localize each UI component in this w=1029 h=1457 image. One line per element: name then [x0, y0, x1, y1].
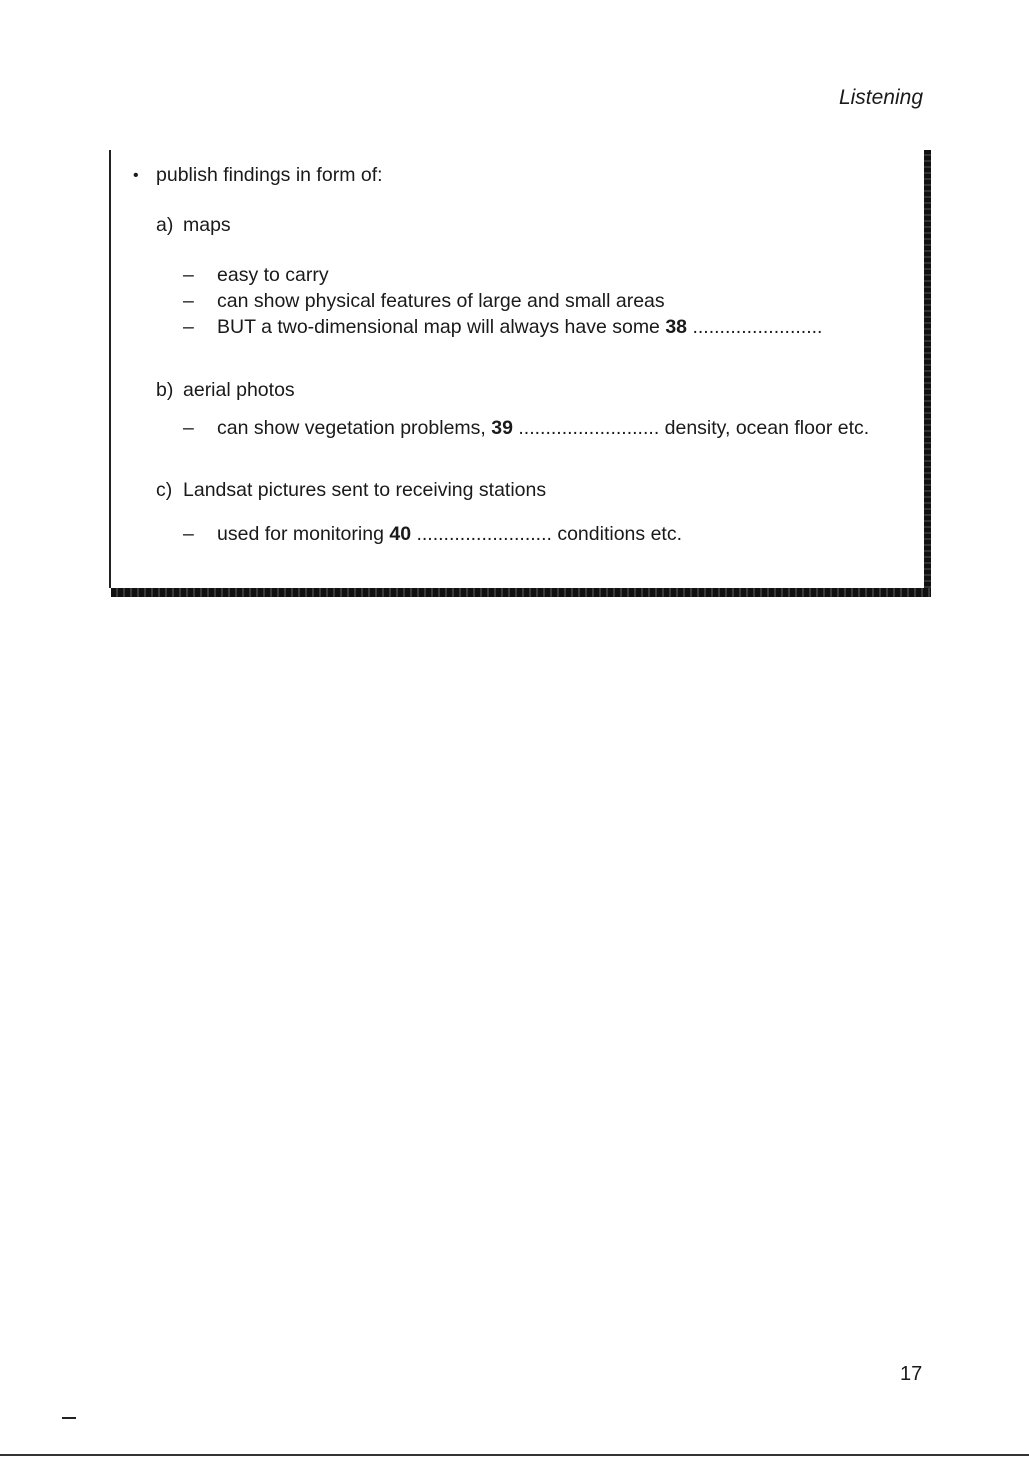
- question-number-39: 39: [491, 417, 513, 439]
- page-bottom-rule: [0, 1454, 1029, 1456]
- maps-item-3: [217, 318, 822, 338]
- aerial-item-suffix: density, ocean floor etc.: [659, 417, 870, 439]
- question-number-40: 40: [389, 523, 412, 545]
- dash-icon: –: [183, 264, 194, 286]
- aerial-label: b): [156, 379, 174, 401]
- bullet-icon: •: [133, 167, 139, 184]
- dash-icon: –: [183, 316, 194, 338]
- page-number: 17: [900, 1363, 923, 1385]
- maps-title: maps: [183, 214, 231, 236]
- answer-blank-38: ........................: [687, 316, 823, 338]
- maps-item-2: can show physical features of large and small areas: [217, 290, 665, 312]
- landsat-item-suffix: conditions etc.: [551, 523, 682, 545]
- maps-label: a): [156, 214, 174, 236]
- question-number-38: 38: [665, 316, 688, 338]
- dash-icon: –: [183, 417, 194, 439]
- aerial-item-text: can show vegetation problems,: [217, 417, 492, 439]
- landsat-label: c): [156, 479, 173, 501]
- maps-item-1: easy to carry: [217, 264, 329, 286]
- answer-blank-39: ..........................: [512, 417, 660, 439]
- answer-blank-40: .........................: [411, 523, 552, 545]
- aerial-item: [217, 419, 869, 439]
- intro-text: publish findings in form of:: [156, 164, 383, 186]
- section-header: Listening: [838, 86, 923, 109]
- dash-icon: –: [183, 290, 194, 312]
- margin-mark: [62, 1417, 76, 1419]
- maps-item-3-text: BUT a two-dimensional map will always have some: [217, 316, 666, 338]
- landsat-title: Landsat pictures sent to receiving stations: [183, 479, 547, 501]
- aerial-title: aerial photos: [183, 379, 295, 401]
- landsat-item-text: used for monitoring: [217, 523, 390, 545]
- notes-box-bottom-border: [111, 588, 931, 597]
- dash-icon: –: [183, 523, 194, 545]
- notes-box-right-border: [924, 150, 931, 596]
- landsat-item: [217, 525, 682, 545]
